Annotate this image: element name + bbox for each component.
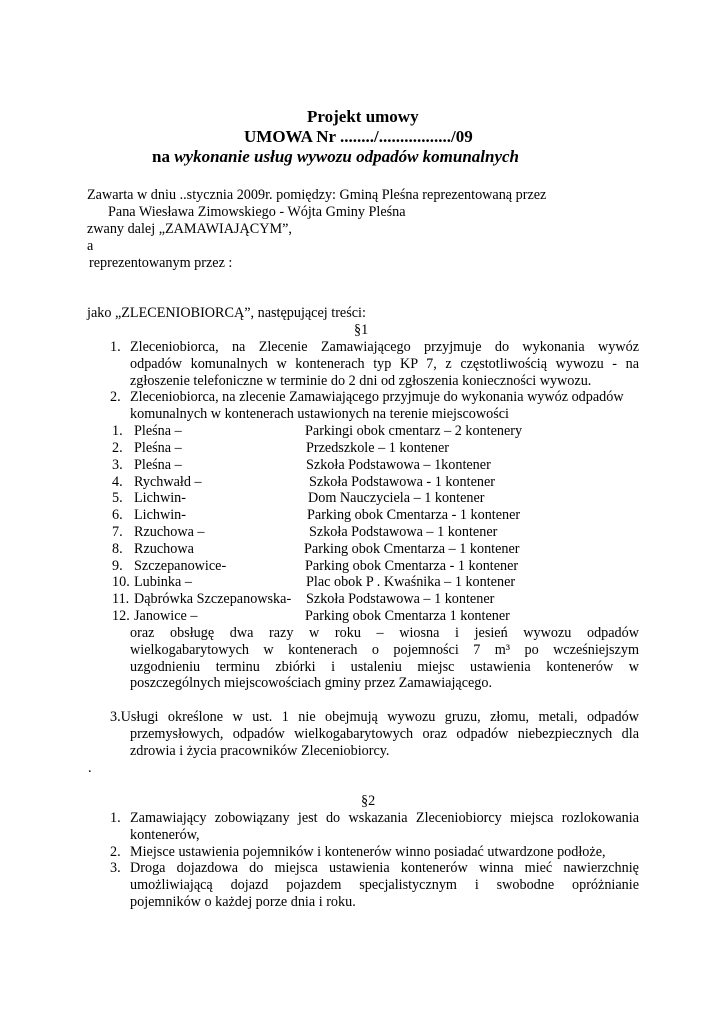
- sec1-p1-line3: zgłoszenie telefoniczne w terminie do 2 dni od zgłoszenia konieczności wywozu.: [130, 373, 592, 389]
- document-title-umowa: UMOWA Nr ......../................./09: [244, 127, 473, 146]
- list-item-detail: Przedszkole – 1 kontener: [306, 440, 450, 456]
- sec1-p1-line1: Zleceniobiorca, na Zlecenie Zamawiającego przyjmuje do wykonania wywóz: [130, 339, 639, 355]
- list-item-number: 4.: [112, 474, 123, 490]
- intro-line-5: reprezentowanym przez :: [89, 255, 233, 271]
- subtitle-italic: wykonanie usług wywozu odpadów komunalnych: [174, 147, 520, 166]
- list-item-detail: Dom Nauczyciela – 1 kontener: [308, 490, 485, 506]
- sec2-item1-line1: Zamawiający zobowiązany jest do wskazania Zleceniobiorcy miejsca rozlokowania: [130, 810, 639, 826]
- sec1-after-line4: poszczególnych miejscowościach gminy przez Zamawiającego.: [130, 675, 493, 691]
- list-item-place: Lubinka –: [134, 574, 192, 590]
- subtitle-prefix: na: [152, 147, 175, 166]
- intro-line-6: jako „ZLECENIOBIORCĄ”, następującej treści:: [87, 305, 366, 321]
- list-item-number: 11.: [112, 591, 130, 607]
- sec2-item3-line2: umożliwiającą dojazd pojazdem specjalistycznym i swobodne opróżnianie: [130, 877, 639, 893]
- sec2-item3-number: 3.: [110, 860, 121, 876]
- sec1-p2-line2: komunalnych w kontenerach ustawionych na terenie miejscowości: [130, 406, 510, 422]
- sec2-item3-line3: pojemników o każdej porze dnia i roku.: [130, 894, 356, 910]
- list-item-place: Rzuchowa –: [134, 524, 205, 540]
- sec1-trailing-dot: .: [88, 760, 92, 776]
- sec1-p2-number: 2.: [110, 389, 121, 405]
- intro-line-2: Pana Wiesława Zimowskiego - Wójta Gminy Pleśna: [108, 204, 406, 220]
- sec1-after-line3: uzgodnieniu terminu zbiórki i ustaleniu miejsc ustawienia kontenerów w: [130, 659, 639, 675]
- list-item-detail: Szkoła Podstawowa – 1 kontener: [306, 591, 495, 607]
- list-item-detail: Szkoła Podstawowa – 1 kontener: [309, 524, 498, 540]
- list-item-detail: Szkoła Podstawowa – 1kontener: [306, 457, 491, 473]
- sec1-after-line1: oraz obsługę dwa razy w roku – wiosna i jesień wywozu odpadów: [130, 625, 639, 641]
- list-item-detail: Parking obok Cmentarza - 1 kontener: [307, 507, 521, 523]
- sec2-item1-number: 1.: [110, 810, 121, 826]
- list-item-place: Lichwin-: [134, 490, 187, 506]
- sec1-p1-number: 1.: [110, 339, 121, 355]
- list-item-detail: Szkoła Podstawowa - 1 kontener: [309, 474, 495, 490]
- intro-line-3: zwany dalej „ZAMAWIAJĄCYM”,: [87, 221, 292, 237]
- list-item-number: 6.: [112, 507, 123, 523]
- list-item-number: 7.: [112, 524, 123, 540]
- list-item-detail: Parkingi obok cmentarz – 2 kontenery: [305, 423, 523, 439]
- list-item-number: 8.: [112, 541, 123, 557]
- list-item-number: 2.: [112, 440, 123, 456]
- list-item-number: 1.: [112, 423, 123, 439]
- list-item-number: 10.: [112, 574, 130, 590]
- list-item-detail: Parking obok Cmentarza 1 kontener: [305, 608, 510, 624]
- list-item-place: Dąbrówka Szczepanowska-: [134, 591, 292, 607]
- list-item-number: 3.: [112, 457, 123, 473]
- sec1-p3-line1: 3.Usługi określone w ust. 1 nie obejmują wywozu gruzu, złomu, metali, odpadów: [110, 709, 639, 725]
- list-item-place: Rychwałd –: [134, 474, 202, 490]
- list-item-number: 9.: [112, 558, 123, 574]
- list-item-place: Pleśna –: [134, 440, 182, 456]
- sec1-after-line2: wielkogabarytowych w kontenerach o pojemności 7 m³ po wcześniejszym: [130, 642, 639, 658]
- list-item-detail: Plac obok P . Kwaśnika – 1 kontener: [306, 574, 516, 590]
- sec1-p3-line3: zdrowia i życia pracowników Zleceniobiorcy.: [130, 743, 390, 759]
- sec2-item2-number: 2.: [110, 844, 121, 860]
- sec1-p3-line2: przemysłowych, odpadów wielkogabarytowych oraz odpadów niebezpiecznych dla: [130, 726, 639, 742]
- section-2-title: §2: [361, 793, 376, 809]
- list-item-place: Lichwin-: [134, 507, 187, 523]
- sec2-item3-line1: Droga dojazdowa do miejsca ustawienia kontenerów winna mieć nawierzchnię: [130, 860, 639, 876]
- list-item-place: Szczepanowice-: [134, 558, 227, 574]
- sec2-item1-line2: kontenerów,: [130, 827, 200, 843]
- intro-line-1: Zawarta w dniu ..stycznia 2009r. pomiędzy: Gminą Pleśna reprezentowaną przez: [87, 187, 547, 203]
- sec1-p1-line2: odpadów komunalnych w kontenerach typ KP 7, z częstotliwością wywozu - na: [130, 356, 639, 372]
- document-header-line1: Projekt umowy: [307, 107, 419, 126]
- list-item-place: Pleśna –: [134, 423, 182, 439]
- list-item-number: 12.: [112, 608, 130, 624]
- list-item-place: Pleśna –: [134, 457, 182, 473]
- list-item-place: Rzuchowa: [134, 541, 194, 557]
- sec2-item2-line1: Miejsce ustawienia pojemników i kontenerów winno posiadać utwardzone podłoże,: [130, 844, 606, 860]
- intro-line-4: a: [87, 238, 94, 254]
- document-subtitle: [152, 147, 519, 167]
- list-item-detail: Parking obok Cmentarza - 1 kontener: [305, 558, 519, 574]
- section-1-title: §1: [354, 322, 369, 338]
- list-item-detail: Parking obok Cmentarza – 1 kontener: [304, 541, 520, 557]
- list-item-place: Janowice –: [134, 608, 198, 624]
- list-item-number: 5.: [112, 490, 123, 506]
- sec1-p2-line1: Zleceniobiorca, na zlecenie Zamawiającego przyjmuje do wykonania wywóz odpadów: [130, 389, 624, 405]
